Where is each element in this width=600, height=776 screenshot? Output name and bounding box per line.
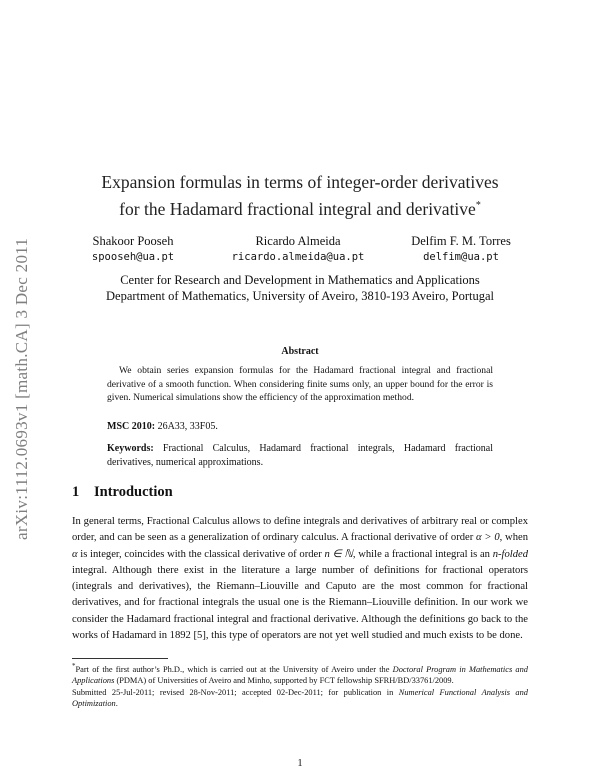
paper-title	[60, 170, 540, 221]
intro-emphasis: n-folded	[492, 548, 528, 560]
intro-math: α > 0	[476, 532, 500, 544]
affiliation-line-2: Department of Mathematics, University of Aveiro, 3810-193 Aveiro, Portugal	[106, 289, 494, 303]
footnote	[72, 661, 528, 710]
intro-text: , when	[499, 532, 528, 544]
intro-text: In general terms, Fractional Calculus allows to define integrals and derivatives of arbitrary real or complex order, and can be seen as a generalization of ordinary calculus. A fractional derivative of order	[72, 516, 528, 544]
author-name: Shakoor Pooseh	[92, 234, 174, 248]
title-footnote-mark: *	[475, 200, 481, 211]
arxiv-identifier: arXiv:1112.0693v1 [math.CA] 3 Dec 2011	[12, 237, 31, 540]
footnote-mark: *	[72, 662, 76, 670]
footnote-rule	[72, 658, 168, 659]
author-list	[60, 233, 540, 267]
intro-math: n ∈ ℕ	[324, 548, 353, 560]
intro-text: , while a fractional integral is an	[352, 548, 493, 560]
section-number: 1	[72, 484, 80, 500]
footnote-journal: Numerical Functional Analysis and Optimization	[72, 687, 528, 709]
introduction-paragraph	[72, 514, 528, 644]
footnote-text: Submitted 25-Jul-2011; revised 28-Nov-2011; accepted 02-Dec-2011; for publication in	[72, 687, 399, 697]
intro-text: is integer, coincides with the classical derivative of order	[77, 548, 325, 560]
affiliation-line-1: Center for Research and Development in Mathematics and Applications	[120, 273, 480, 287]
title-line-1: Expansion formulas in terms of integer-order derivatives	[101, 172, 499, 192]
author-1	[58, 233, 208, 265]
intro-math: α	[72, 548, 78, 560]
author-email: spooseh@ua.pt	[91, 251, 175, 263]
author-email: ricardo.almeida@ua.pt	[231, 251, 365, 263]
keywords-value: Fractional Calculus, Hadamard fractional integrals, Hadamard fractional derivatives, numerical approximations.	[107, 443, 494, 468]
author-2	[223, 233, 373, 265]
intro-text: integral. Although there exist in the literature a large number of definitions for fractional operators (integrals and derivatives), the Riemann–Liouville and Caputo are the most common for fractional derivatives, and for fractional integrals the usual one is the Riemann–Liouville definition. In our work we consider the Hadamard fractional integral and fractional derivative. Although the definitions go back to the works of Hadamard in 1892 [5], this type of operators are not yet well studied and much exists to be done.	[72, 564, 528, 642]
section-title: Introduction	[94, 484, 173, 500]
footnote-text: Part of the first author’s Ph.D., which is carried out at the University of Aveiro under the	[75, 664, 393, 674]
abstract-text: We obtain series expansion formulas for the Hadamard fractional integral and fractional derivative of a smooth function. When considering finite sums only, an upper bound for the error is given. Numerical simulations show the efficiency of the approximation method.	[107, 365, 493, 403]
footnote-program: Doctoral Program in Mathematics and Applications	[72, 664, 528, 686]
footnote-funding	[72, 661, 528, 687]
author-email: delfim@ua.pt	[423, 251, 499, 263]
msc-classification	[107, 420, 493, 434]
keywords-label: Keywords:	[107, 443, 154, 454]
title-line-2: for the Hadamard fractional integral and derivative	[119, 198, 476, 219]
author-name: Delfim F. M. Torres	[411, 234, 511, 248]
author-3	[386, 233, 536, 265]
msc-value: 26A33, 33F05.	[157, 421, 218, 432]
footnote-submission	[72, 687, 528, 710]
abstract-heading: Abstract	[281, 346, 319, 357]
author-name: Ricardo Almeida	[255, 234, 341, 248]
affiliation	[60, 272, 540, 304]
section-heading	[72, 484, 173, 501]
footnote-text: .	[115, 699, 118, 709]
msc-label: MSC 2010:	[107, 421, 156, 432]
page-number: 1	[297, 758, 303, 769]
keywords	[107, 442, 493, 470]
footnote-text: (PDMA) of Universities of Aveiro and Minho, supported by FCT fellowship SFRH/BD/33761/2009.	[114, 676, 454, 686]
